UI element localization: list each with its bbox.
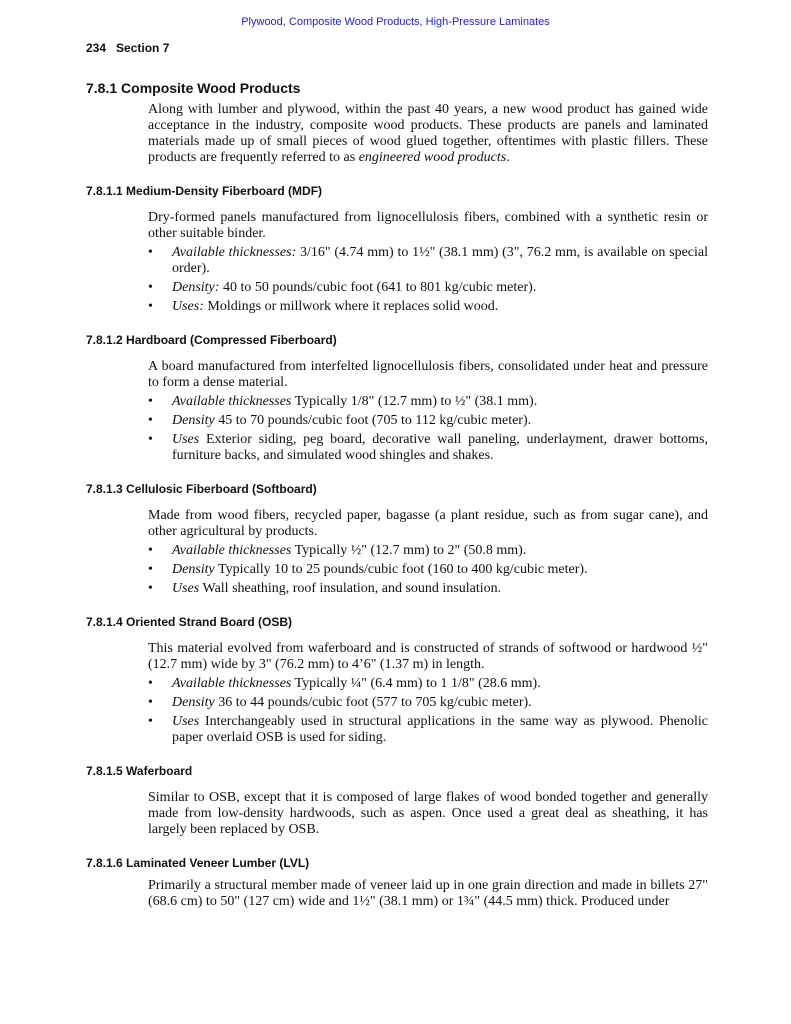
section-paragraph: Dry-formed panels manufactured from lignocellulosis fibers, combined with a synthetic resin or other suitable binder. xyxy=(148,210,708,241)
running-head: Plywood, Composite Wood Products, High-Pressure Laminates xyxy=(241,16,550,28)
section-waferboard xyxy=(86,764,708,838)
page-number: 234 xyxy=(86,41,107,55)
section-heading: 7.8.1.5 Waferboard xyxy=(86,764,193,778)
intro-block xyxy=(86,80,708,166)
bullet-item xyxy=(148,432,708,464)
bullet-item xyxy=(148,280,708,296)
section-heading: 7.8.1.3 Cellulosic Fiberboard (Softboard) xyxy=(86,482,317,496)
bullet-list xyxy=(148,676,708,746)
bullet-item xyxy=(148,695,708,711)
section-lvl xyxy=(86,856,708,910)
bullet-label: Available thicknesses: xyxy=(172,245,297,260)
section-label: Section 7 xyxy=(116,41,170,55)
bullet-label: Density xyxy=(172,413,215,428)
bullet-item xyxy=(148,562,708,578)
intro-text: Along with lumber and plywood, within the past 40 years, a new wood product has gained wide acceptance in the industry, composite wood products. These products are panels and laminated materials made up of small pieces of wood glued together, oftentimes with plastic fillers. These products are frequently referred to as xyxy=(148,102,708,165)
bullet-item xyxy=(148,543,708,559)
bullet-text: Typically 10 to 25 pounds/cubic foot (160 to 400 kg/cubic meter). xyxy=(218,562,588,577)
bullet-label: Uses xyxy=(172,581,200,596)
intro-end: . xyxy=(506,150,510,165)
bullet-text: Exterior siding, peg board, decorative wall paneling, underlayment, drawer bottoms, furniture backs, and simulated wood shingles and shakes. xyxy=(172,432,709,463)
bullet-label: Density xyxy=(172,695,215,710)
bullet-text: Wall sheathing, roof insulation, and sound insulation. xyxy=(202,581,502,596)
bullet-text: 40 to 50 pounds/cubic foot (641 to 801 kg/cubic meter). xyxy=(222,280,537,295)
section-paragraph: Primarily a structural member made of veneer laid up in one grain direction and made in billets 27" (68.6 cm) to 50" (127 cm) wide and 1½" (38.1 mm) or 1¾" (44.5 mm) thick. Produced under xyxy=(148,878,708,909)
bullet-text: 3/16" (4.74 mm) to 1½" (38.1 mm) (3", 76.2 mm, is available on special order). xyxy=(172,245,708,276)
bullet-label: Uses xyxy=(172,714,200,729)
section-heading: 7.8.1.6 Laminated Veneer Lumber (LVL) xyxy=(86,856,310,870)
section-heading: 7.8.1.2 Hardboard (Compressed Fiberboard) xyxy=(86,333,337,347)
section-heading: 7.8.1.1 Medium-Density Fiberboard (MDF) xyxy=(86,184,323,198)
intro-paragraph xyxy=(148,102,708,166)
bullet-label: Uses: xyxy=(172,299,204,314)
section-softboard xyxy=(86,482,708,597)
section-mdf xyxy=(86,184,708,315)
bullet-label: Available thicknesses xyxy=(172,676,292,691)
section-paragraph: Made from wood fibers, recycled paper, bagasse (a plant residue, such as from sugar cane), and other agricultural by products. xyxy=(148,508,708,539)
section-paragraph: A board manufactured from interfelted lignocellulosis fibers, consolidated under heat and pressure to form a dense material. xyxy=(148,359,708,390)
page-content xyxy=(86,80,708,928)
section-osb xyxy=(86,615,708,746)
bullet-label: Density: xyxy=(172,280,220,295)
bullet-label: Density xyxy=(172,562,215,577)
bullet-label: Available thicknesses xyxy=(172,543,292,558)
bullet-item xyxy=(148,581,708,597)
bullet-text: 36 to 44 pounds/cubic foot (577 to 705 kg/cubic meter). xyxy=(218,695,532,710)
bullet-text: Moldings or millwork where it replaces solid wood. xyxy=(207,299,499,314)
section-paragraph: Similar to OSB, except that it is composed of large flakes of wood bonded together and generally made from low-density hardwoods, such as aspen. Once used a great deal as sheathing, it has largely been replaced by OSB. xyxy=(148,790,708,837)
bullet-text: Typically ¼" (6.4 mm) to 1 1/8" (28.6 mm). xyxy=(294,676,541,691)
main-heading: 7.8.1 Composite Wood Products xyxy=(86,80,301,96)
bullet-label: Available thicknesses xyxy=(172,394,292,409)
section-heading: 7.8.1.4 Oriented Strand Board (OSB) xyxy=(86,615,293,629)
bullet-item xyxy=(148,413,708,429)
bullet-list xyxy=(148,245,708,315)
section-paragraph: This material evolved from waferboard and is constructed of strands of softwood or hardwood ½" (12.7 mm) wide by 3" (76.2 mm) to 4’6" (1.37 m) in length. xyxy=(148,641,708,672)
section-hardboard xyxy=(86,333,708,464)
intro-emphasis: engineered wood products xyxy=(358,150,507,165)
bullet-item xyxy=(148,394,708,410)
bullet-list xyxy=(148,394,708,464)
bullet-text: Interchangeably used in structural applications in the same way as plywood. Phenolic paper overlaid OSB is used for siding. xyxy=(172,714,709,745)
bullet-list xyxy=(148,543,708,597)
bullet-text: 45 to 70 pounds/cubic foot (705 to 112 kg/cubic meter). xyxy=(218,413,532,428)
bullet-text: Typically ½" (12.7 mm) to 2" (50.8 mm). xyxy=(294,543,527,558)
bullet-item xyxy=(148,245,708,277)
bullet-text: Typically 1/8" (12.7 mm) to ½" (38.1 mm). xyxy=(294,394,538,409)
bullet-item xyxy=(148,299,708,315)
bullet-item xyxy=(148,676,708,692)
bullet-label: Uses xyxy=(172,432,200,447)
bullet-item xyxy=(148,714,708,746)
page-folio xyxy=(86,41,169,55)
